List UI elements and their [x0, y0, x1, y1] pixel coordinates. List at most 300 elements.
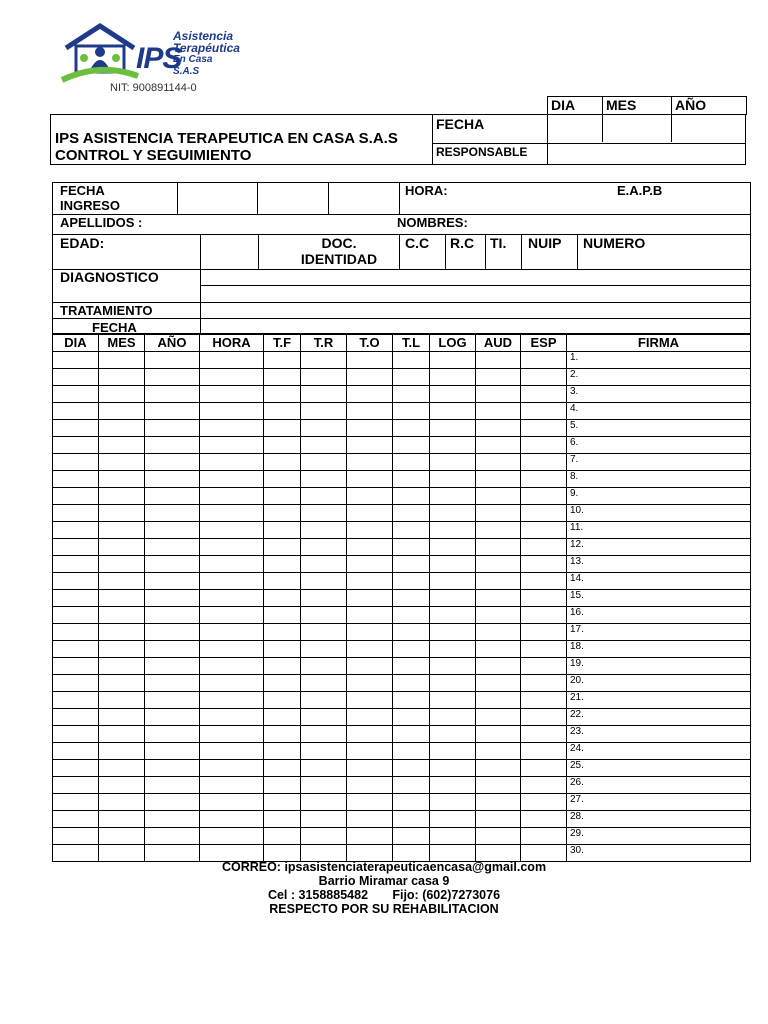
- table-cell[interactable]: [53, 420, 99, 437]
- table-cell[interactable]: [476, 420, 521, 437]
- table-cell[interactable]: [53, 709, 99, 726]
- table-cell[interactable]: [53, 454, 99, 471]
- table-cell[interactable]: [264, 607, 301, 624]
- table-cell[interactable]: [430, 471, 476, 488]
- table-cell[interactable]: [145, 522, 200, 539]
- table-cell[interactable]: [476, 369, 521, 386]
- table-cell[interactable]: [430, 743, 476, 760]
- table-cell[interactable]: [99, 386, 145, 403]
- table-cell[interactable]: [145, 369, 200, 386]
- table-cell[interactable]: [301, 488, 347, 505]
- table-cell[interactable]: [347, 794, 393, 811]
- table-cell[interactable]: [264, 709, 301, 726]
- firma-cell[interactable]: 30.: [567, 845, 751, 862]
- table-cell[interactable]: [476, 743, 521, 760]
- table-cell[interactable]: [145, 420, 200, 437]
- table-cell[interactable]: [145, 488, 200, 505]
- table-cell[interactable]: [347, 777, 393, 794]
- table-cell[interactable]: [301, 743, 347, 760]
- table-cell[interactable]: [476, 556, 521, 573]
- table-cell[interactable]: [53, 556, 99, 573]
- table-cell[interactable]: [264, 828, 301, 845]
- table-cell[interactable]: [99, 658, 145, 675]
- firma-cell[interactable]: 6.: [567, 437, 751, 454]
- table-cell[interactable]: [53, 437, 99, 454]
- firma-cell[interactable]: 11.: [567, 522, 751, 539]
- table-cell[interactable]: [476, 675, 521, 692]
- table-cell[interactable]: [200, 539, 264, 556]
- table-cell[interactable]: [99, 369, 145, 386]
- firma-cell[interactable]: 20.: [567, 675, 751, 692]
- table-cell[interactable]: [145, 539, 200, 556]
- table-cell[interactable]: [430, 811, 476, 828]
- table-cell[interactable]: [301, 590, 347, 607]
- table-cell[interactable]: [521, 352, 567, 369]
- table-cell[interactable]: [301, 760, 347, 777]
- table-cell[interactable]: [264, 743, 301, 760]
- firma-cell[interactable]: 15.: [567, 590, 751, 607]
- table-cell[interactable]: [264, 352, 301, 369]
- firma-cell[interactable]: 18.: [567, 641, 751, 658]
- table-cell[interactable]: [476, 641, 521, 658]
- fecha-ano-field[interactable]: [672, 115, 746, 142]
- table-cell[interactable]: [264, 539, 301, 556]
- firma-cell[interactable]: 17.: [567, 624, 751, 641]
- firma-cell[interactable]: 7.: [567, 454, 751, 471]
- table-cell[interactable]: [476, 794, 521, 811]
- table-cell[interactable]: [301, 607, 347, 624]
- table-cell[interactable]: [430, 641, 476, 658]
- table-cell[interactable]: [301, 403, 347, 420]
- table-cell[interactable]: [347, 760, 393, 777]
- table-cell[interactable]: [145, 726, 200, 743]
- table-cell[interactable]: [393, 573, 430, 590]
- table-cell[interactable]: [99, 488, 145, 505]
- firma-cell[interactable]: 8.: [567, 471, 751, 488]
- table-cell[interactable]: [264, 658, 301, 675]
- table-cell[interactable]: [53, 488, 99, 505]
- table-cell[interactable]: [347, 641, 393, 658]
- table-cell[interactable]: [200, 403, 264, 420]
- table-cell[interactable]: [301, 454, 347, 471]
- table-cell[interactable]: [347, 828, 393, 845]
- table-cell[interactable]: [53, 743, 99, 760]
- table-cell[interactable]: [347, 539, 393, 556]
- table-cell[interactable]: [301, 726, 347, 743]
- table-cell[interactable]: [264, 369, 301, 386]
- table-cell[interactable]: [99, 403, 145, 420]
- table-cell[interactable]: [393, 386, 430, 403]
- table-cell[interactable]: [264, 573, 301, 590]
- table-cell[interactable]: [200, 641, 264, 658]
- table-cell[interactable]: [393, 590, 430, 607]
- table-cell[interactable]: [430, 658, 476, 675]
- table-cell[interactable]: [393, 726, 430, 743]
- table-cell[interactable]: [476, 624, 521, 641]
- table-cell[interactable]: [99, 590, 145, 607]
- table-cell[interactable]: [393, 624, 430, 641]
- table-cell[interactable]: [145, 352, 200, 369]
- table-cell[interactable]: [264, 641, 301, 658]
- table-cell[interactable]: [200, 471, 264, 488]
- table-cell[interactable]: [264, 556, 301, 573]
- table-cell[interactable]: [145, 709, 200, 726]
- table-cell[interactable]: [521, 794, 567, 811]
- table-cell[interactable]: [301, 386, 347, 403]
- table-cell[interactable]: [521, 845, 567, 862]
- table-cell[interactable]: [430, 760, 476, 777]
- table-cell[interactable]: [99, 352, 145, 369]
- table-cell[interactable]: [264, 760, 301, 777]
- table-cell[interactable]: [200, 658, 264, 675]
- table-cell[interactable]: [200, 811, 264, 828]
- table-cell[interactable]: [53, 352, 99, 369]
- firma-cell[interactable]: 16.: [567, 607, 751, 624]
- table-cell[interactable]: [145, 471, 200, 488]
- table-cell[interactable]: [476, 471, 521, 488]
- table-cell[interactable]: [53, 726, 99, 743]
- table-cell[interactable]: [430, 352, 476, 369]
- firma-cell[interactable]: 3.: [567, 386, 751, 403]
- table-cell[interactable]: [200, 760, 264, 777]
- table-cell[interactable]: [476, 590, 521, 607]
- table-cell[interactable]: [200, 624, 264, 641]
- table-cell[interactable]: [347, 437, 393, 454]
- table-cell[interactable]: [53, 386, 99, 403]
- firma-cell[interactable]: 19.: [567, 658, 751, 675]
- table-cell[interactable]: [521, 658, 567, 675]
- table-cell[interactable]: [347, 420, 393, 437]
- table-cell[interactable]: [521, 811, 567, 828]
- table-cell[interactable]: [393, 369, 430, 386]
- table-cell[interactable]: [200, 505, 264, 522]
- responsable-field[interactable]: [548, 144, 746, 164]
- table-cell[interactable]: [347, 505, 393, 522]
- firma-cell[interactable]: 1.: [567, 352, 751, 369]
- table-cell[interactable]: [200, 573, 264, 590]
- table-cell[interactable]: [521, 675, 567, 692]
- table-cell[interactable]: [430, 607, 476, 624]
- table-cell[interactable]: [347, 692, 393, 709]
- table-cell[interactable]: [393, 556, 430, 573]
- table-cell[interactable]: [53, 641, 99, 658]
- table-cell[interactable]: [393, 607, 430, 624]
- firma-cell[interactable]: 23.: [567, 726, 751, 743]
- table-cell[interactable]: [264, 590, 301, 607]
- table-cell[interactable]: [393, 471, 430, 488]
- table-cell[interactable]: [476, 505, 521, 522]
- table-cell[interactable]: [347, 488, 393, 505]
- table-cell[interactable]: [145, 777, 200, 794]
- table-cell[interactable]: [301, 811, 347, 828]
- table-cell[interactable]: [301, 709, 347, 726]
- table-cell[interactable]: [200, 437, 264, 454]
- table-cell[interactable]: [476, 828, 521, 845]
- table-cell[interactable]: [264, 420, 301, 437]
- table-cell[interactable]: [301, 828, 347, 845]
- table-cell[interactable]: [200, 692, 264, 709]
- table-cell[interactable]: [301, 845, 347, 862]
- table-cell[interactable]: [200, 590, 264, 607]
- table-cell[interactable]: [145, 658, 200, 675]
- firma-cell[interactable]: 9.: [567, 488, 751, 505]
- firma-cell[interactable]: 2.: [567, 369, 751, 386]
- table-cell[interactable]: [476, 352, 521, 369]
- table-cell[interactable]: [99, 607, 145, 624]
- table-cell[interactable]: [53, 658, 99, 675]
- table-cell[interactable]: [430, 539, 476, 556]
- table-cell[interactable]: [521, 420, 567, 437]
- table-cell[interactable]: [99, 726, 145, 743]
- table-cell[interactable]: [393, 811, 430, 828]
- table-cell[interactable]: [99, 505, 145, 522]
- table-cell[interactable]: [430, 420, 476, 437]
- table-cell[interactable]: [393, 777, 430, 794]
- table-cell[interactable]: [521, 590, 567, 607]
- table-cell[interactable]: [476, 386, 521, 403]
- table-cell[interactable]: [264, 437, 301, 454]
- table-cell[interactable]: [476, 845, 521, 862]
- table-cell[interactable]: [145, 845, 200, 862]
- table-cell[interactable]: [393, 488, 430, 505]
- firma-cell[interactable]: 22.: [567, 709, 751, 726]
- table-cell[interactable]: [430, 777, 476, 794]
- table-cell[interactable]: [99, 471, 145, 488]
- table-cell[interactable]: [476, 403, 521, 420]
- table-cell[interactable]: [99, 420, 145, 437]
- table-cell[interactable]: [430, 573, 476, 590]
- table-cell[interactable]: [301, 573, 347, 590]
- table-cell[interactable]: [264, 692, 301, 709]
- table-cell[interactable]: [99, 437, 145, 454]
- table-cell[interactable]: [347, 403, 393, 420]
- table-cell[interactable]: [53, 794, 99, 811]
- table-cell[interactable]: [53, 607, 99, 624]
- table-cell[interactable]: [521, 607, 567, 624]
- table-cell[interactable]: [430, 556, 476, 573]
- table-cell[interactable]: [393, 352, 430, 369]
- firma-cell[interactable]: 10.: [567, 505, 751, 522]
- table-cell[interactable]: [301, 794, 347, 811]
- table-cell[interactable]: [393, 845, 430, 862]
- table-cell[interactable]: [145, 590, 200, 607]
- table-cell[interactable]: [200, 420, 264, 437]
- table-cell[interactable]: [347, 675, 393, 692]
- table-cell[interactable]: [347, 743, 393, 760]
- table-cell[interactable]: [521, 471, 567, 488]
- table-cell[interactable]: [521, 828, 567, 845]
- table-cell[interactable]: [200, 794, 264, 811]
- table-cell[interactable]: [200, 369, 264, 386]
- table-cell[interactable]: [430, 403, 476, 420]
- table-cell[interactable]: [393, 403, 430, 420]
- table-cell[interactable]: [145, 505, 200, 522]
- table-cell[interactable]: [430, 624, 476, 641]
- firma-cell[interactable]: 4.: [567, 403, 751, 420]
- table-cell[interactable]: [301, 624, 347, 641]
- table-cell[interactable]: [430, 828, 476, 845]
- table-cell[interactable]: [145, 573, 200, 590]
- table-cell[interactable]: [347, 471, 393, 488]
- table-cell[interactable]: [200, 386, 264, 403]
- table-cell[interactable]: [301, 692, 347, 709]
- table-cell[interactable]: [145, 556, 200, 573]
- table-cell[interactable]: [476, 437, 521, 454]
- table-cell[interactable]: [99, 641, 145, 658]
- table-cell[interactable]: [145, 794, 200, 811]
- table-cell[interactable]: [53, 369, 99, 386]
- table-cell[interactable]: [99, 811, 145, 828]
- table-cell[interactable]: [99, 624, 145, 641]
- table-cell[interactable]: [521, 743, 567, 760]
- firma-cell[interactable]: 26.: [567, 777, 751, 794]
- table-cell[interactable]: [430, 675, 476, 692]
- table-cell[interactable]: [301, 437, 347, 454]
- firma-cell[interactable]: 14.: [567, 573, 751, 590]
- table-cell[interactable]: [347, 556, 393, 573]
- table-cell[interactable]: [430, 505, 476, 522]
- table-cell[interactable]: [521, 624, 567, 641]
- table-cell[interactable]: [347, 352, 393, 369]
- table-cell[interactable]: [393, 420, 430, 437]
- table-cell[interactable]: [145, 692, 200, 709]
- table-cell[interactable]: [53, 828, 99, 845]
- table-cell[interactable]: [53, 692, 99, 709]
- table-cell[interactable]: [200, 352, 264, 369]
- table-cell[interactable]: [393, 692, 430, 709]
- table-cell[interactable]: [301, 471, 347, 488]
- table-cell[interactable]: [476, 811, 521, 828]
- table-cell[interactable]: [99, 675, 145, 692]
- table-cell[interactable]: [264, 403, 301, 420]
- table-cell[interactable]: [393, 658, 430, 675]
- table-cell[interactable]: [264, 811, 301, 828]
- table-cell[interactable]: [347, 726, 393, 743]
- table-cell[interactable]: [264, 505, 301, 522]
- table-cell[interactable]: [99, 794, 145, 811]
- table-cell[interactable]: [521, 437, 567, 454]
- table-cell[interactable]: [430, 692, 476, 709]
- table-cell[interactable]: [347, 369, 393, 386]
- table-cell[interactable]: [476, 777, 521, 794]
- table-cell[interactable]: [264, 777, 301, 794]
- table-cell[interactable]: [200, 488, 264, 505]
- table-cell[interactable]: [99, 556, 145, 573]
- table-cell[interactable]: [53, 573, 99, 590]
- table-cell[interactable]: [347, 845, 393, 862]
- table-cell[interactable]: [521, 641, 567, 658]
- table-cell[interactable]: [99, 539, 145, 556]
- table-cell[interactable]: [430, 590, 476, 607]
- table-cell[interactable]: [476, 726, 521, 743]
- table-cell[interactable]: [53, 403, 99, 420]
- firma-cell[interactable]: 5.: [567, 420, 751, 437]
- table-cell[interactable]: [393, 828, 430, 845]
- table-cell[interactable]: [53, 624, 99, 641]
- table-cell[interactable]: [99, 709, 145, 726]
- table-cell[interactable]: [430, 522, 476, 539]
- table-cell[interactable]: [200, 607, 264, 624]
- table-cell[interactable]: [430, 437, 476, 454]
- table-cell[interactable]: [430, 845, 476, 862]
- table-cell[interactable]: [200, 726, 264, 743]
- table-cell[interactable]: [476, 692, 521, 709]
- table-cell[interactable]: [521, 709, 567, 726]
- table-cell[interactable]: [393, 794, 430, 811]
- table-cell[interactable]: [521, 454, 567, 471]
- table-cell[interactable]: [145, 403, 200, 420]
- table-cell[interactable]: [99, 777, 145, 794]
- table-cell[interactable]: [264, 386, 301, 403]
- table-cell[interactable]: [200, 828, 264, 845]
- table-cell[interactable]: [521, 505, 567, 522]
- table-cell[interactable]: [476, 709, 521, 726]
- firma-cell[interactable]: 28.: [567, 811, 751, 828]
- table-cell[interactable]: [264, 471, 301, 488]
- table-cell[interactable]: [476, 539, 521, 556]
- table-cell[interactable]: [145, 454, 200, 471]
- table-cell[interactable]: [145, 828, 200, 845]
- table-cell[interactable]: [521, 369, 567, 386]
- table-cell[interactable]: [430, 454, 476, 471]
- table-cell[interactable]: [476, 658, 521, 675]
- table-cell[interactable]: [301, 505, 347, 522]
- table-cell[interactable]: [200, 845, 264, 862]
- table-cell[interactable]: [393, 539, 430, 556]
- table-cell[interactable]: [521, 403, 567, 420]
- table-cell[interactable]: [521, 726, 567, 743]
- table-cell[interactable]: [347, 386, 393, 403]
- table-cell[interactable]: [301, 420, 347, 437]
- table-cell[interactable]: [393, 760, 430, 777]
- table-cell[interactable]: [53, 811, 99, 828]
- table-cell[interactable]: [393, 675, 430, 692]
- table-cell[interactable]: [393, 709, 430, 726]
- table-cell[interactable]: [301, 539, 347, 556]
- firma-cell[interactable]: 21.: [567, 692, 751, 709]
- table-cell[interactable]: [145, 811, 200, 828]
- table-cell[interactable]: [301, 556, 347, 573]
- table-cell[interactable]: [53, 522, 99, 539]
- table-cell[interactable]: [521, 522, 567, 539]
- table-cell[interactable]: [145, 743, 200, 760]
- table-cell[interactable]: [200, 522, 264, 539]
- table-cell[interactable]: [301, 369, 347, 386]
- table-cell[interactable]: [99, 573, 145, 590]
- table-cell[interactable]: [99, 760, 145, 777]
- table-cell[interactable]: [476, 607, 521, 624]
- table-cell[interactable]: [53, 471, 99, 488]
- table-cell[interactable]: [347, 709, 393, 726]
- table-cell[interactable]: [521, 539, 567, 556]
- table-cell[interactable]: [264, 845, 301, 862]
- firma-cell[interactable]: 29.: [567, 828, 751, 845]
- table-cell[interactable]: [53, 845, 99, 862]
- table-cell[interactable]: [430, 709, 476, 726]
- table-cell[interactable]: [521, 760, 567, 777]
- table-cell[interactable]: [301, 777, 347, 794]
- fecha-mes-field[interactable]: [603, 115, 670, 142]
- table-cell[interactable]: [53, 675, 99, 692]
- table-cell[interactable]: [347, 590, 393, 607]
- firma-cell[interactable]: 27.: [567, 794, 751, 811]
- table-cell[interactable]: [200, 454, 264, 471]
- table-cell[interactable]: [521, 573, 567, 590]
- table-cell[interactable]: [264, 488, 301, 505]
- table-cell[interactable]: [53, 777, 99, 794]
- table-cell[interactable]: [145, 641, 200, 658]
- table-cell[interactable]: [200, 709, 264, 726]
